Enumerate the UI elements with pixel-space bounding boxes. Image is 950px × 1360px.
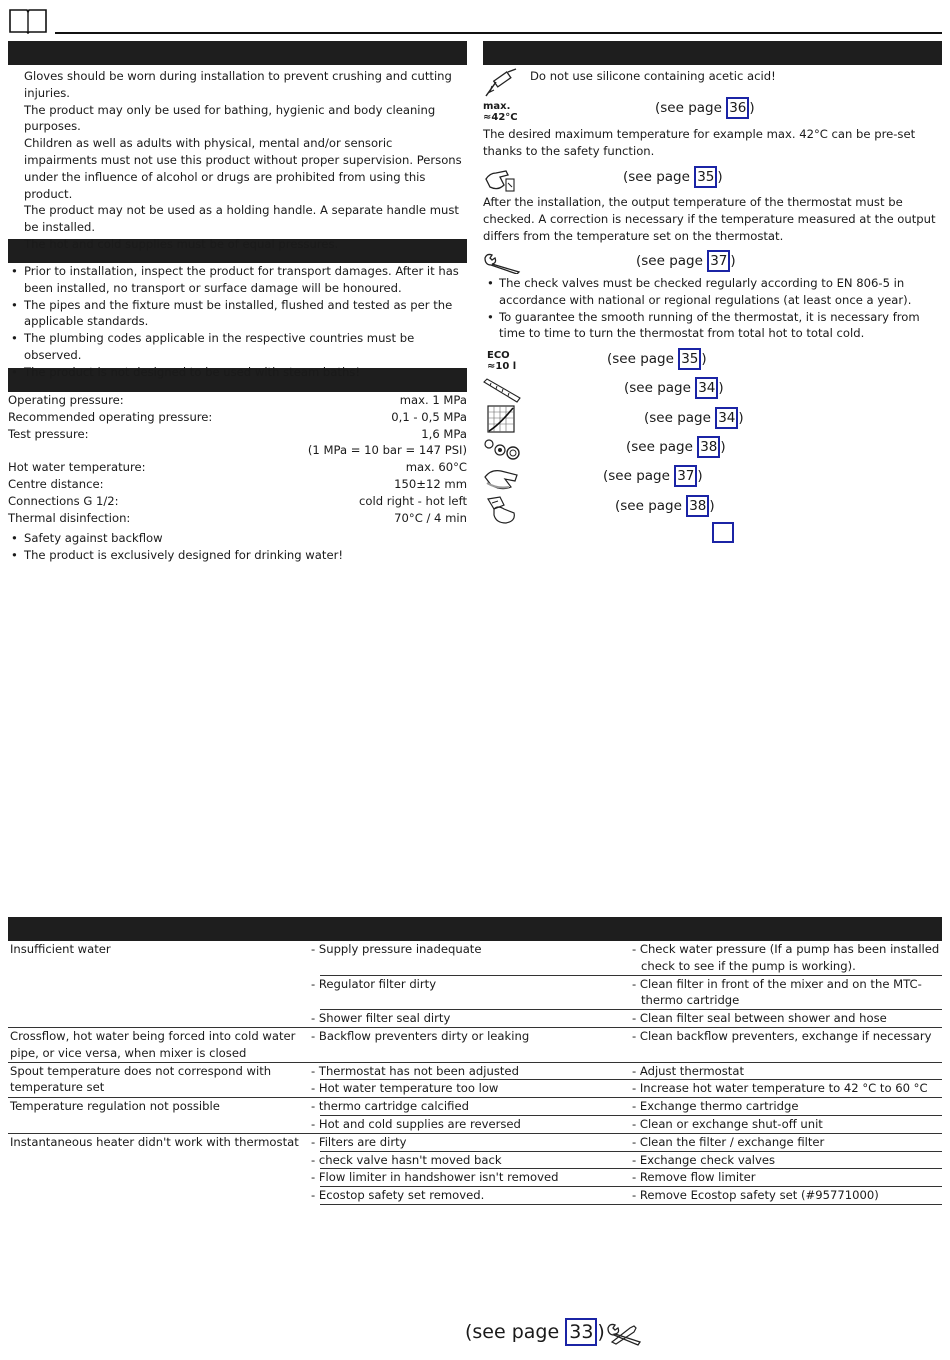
- see-page-text: (see page: [607, 351, 679, 367]
- hand-operation-icon: [484, 495, 518, 525]
- empty-page-link-box[interactable]: [712, 522, 734, 543]
- close-paren: ): [718, 380, 724, 396]
- trouble-row: [8, 1063, 942, 1099]
- close-paren: ): [701, 351, 707, 367]
- technical-data: [8, 392, 467, 526]
- close-paren: ): [717, 169, 723, 185]
- tech-label: Thermal disinfection:: [8, 510, 131, 525]
- remedy-cell: - Exchange check valves: [632, 1152, 776, 1167]
- cause-cell: - thermo cartridge calcified: [311, 1099, 469, 1114]
- remedy-cell: - Clean filter in front of the mixer and on the MTC-thermo cartridge: [632, 976, 922, 1008]
- max-temp-icon-line: ≈42°C: [483, 112, 518, 123]
- cause-remedy-row: [311, 1098, 942, 1116]
- safety-heading-bar: [8, 41, 467, 65]
- cause-remedy-row: [311, 1152, 942, 1170]
- safety-notes: [8, 68, 467, 253]
- tech-value: cold right - hot left: [359, 493, 467, 508]
- fault-cell: Instantaneous heater didn't work with thermostat: [10, 1134, 299, 1149]
- close-paren: ): [730, 253, 736, 269]
- installation-list: [8, 263, 467, 381]
- tech-label: Centre distance:: [8, 476, 104, 491]
- silicone-warning: Do not use silicone containing acetic acid!: [530, 69, 776, 83]
- page-link-35[interactable]: 35: [678, 348, 701, 370]
- remedy-cell: - Clean filter seal between shower and hose: [632, 1011, 887, 1026]
- wrench-screwdriver-icon: [606, 1322, 644, 1346]
- ref-flow: [644, 407, 744, 429]
- page-link-35[interactable]: 35: [694, 166, 717, 188]
- ref-max-temp: [655, 97, 755, 119]
- safety-line: The product may only be used for bathing, hygienic and body cleaning purposes.: [24, 102, 436, 134]
- cause-cell: - Supply pressure inadequate: [311, 942, 482, 956]
- troubleshooting-heading-bar: [8, 917, 942, 941]
- tech-row: [8, 459, 467, 476]
- tech-label: Test pressure:: [8, 426, 89, 441]
- remedy-cell: - Remove flow limiter: [632, 1170, 756, 1185]
- page-link-34[interactable]: 34: [715, 407, 738, 429]
- page-link-38[interactable]: 38: [697, 436, 720, 458]
- page-link-38[interactable]: 38: [686, 495, 709, 517]
- cause-cell: - Flow limiter in handshower isn't removed: [311, 1170, 559, 1185]
- cause-cell: - Thermostat has not been adjusted: [311, 1063, 519, 1078]
- cause-cell: - Hot water temperature too low: [311, 1081, 499, 1096]
- close-paren: ): [749, 100, 755, 116]
- ref-eco: [607, 348, 707, 370]
- close-paren: ): [709, 498, 715, 514]
- cause-remedy-row: [311, 1028, 942, 1045]
- remedy-cell: - Exchange thermo cartridge: [632, 1099, 799, 1114]
- cause-remedy-row: [311, 1169, 942, 1187]
- notes-heading-bar: [483, 41, 942, 65]
- page-link-34[interactable]: 34: [695, 377, 718, 399]
- silicone-gun-icon: [484, 68, 518, 98]
- ref-spare-parts: [626, 436, 726, 458]
- tech-label: Hot water temperature:: [8, 460, 146, 475]
- remedy-cell: - Adjust thermostat: [632, 1063, 745, 1078]
- tech-row: [8, 442, 467, 459]
- cause-cell: - Filters are dirty: [311, 1134, 407, 1149]
- page-link-37[interactable]: 37: [707, 250, 730, 272]
- see-page-text: (see page: [644, 410, 716, 426]
- cause-cell: - Hot and cold supplies are reversed: [311, 1116, 521, 1131]
- installation-item: • The product is not designed to be used with steam baths!: [8, 364, 467, 381]
- safety-line: The hot and cold supplies must be of equal pressures.: [24, 236, 339, 251]
- service-item: • The check valves must be checked regularly according to EN 806-5 in accordance with national or regional regulations (at least once a year).: [483, 275, 942, 309]
- trouble-row: [8, 941, 942, 1028]
- tech-value: 70°C / 4 min: [394, 510, 467, 525]
- page-link-37[interactable]: 37: [674, 465, 697, 487]
- cause-remedy-row: [311, 976, 942, 1011]
- close-paren: ): [738, 410, 744, 426]
- flow-diagram-icon: [487, 405, 515, 433]
- ruler-icon: [483, 378, 521, 404]
- footer-ref: [465, 1318, 605, 1346]
- technical-bullet: • The product is exclusively designed for drinking water!: [8, 547, 467, 564]
- ref-adjust: [623, 166, 723, 188]
- see-page-text: (see page: [465, 1321, 566, 1343]
- safety-line: The product may not be used as a holding handle. A separate handle must be installed.: [24, 203, 459, 235]
- fault-cell: Crossflow, hot water being forced into cold water pipe, or vice versa, when mixer is closed: [10, 1028, 296, 1060]
- spare-parts-icon: [483, 436, 521, 462]
- remedy-cell: - Check water pressure (If a pump has been installed check to see if the pump is working).: [632, 942, 940, 973]
- fault-cell: Temperature regulation not possible: [10, 1099, 220, 1114]
- see-page-text: (see page: [615, 498, 687, 514]
- cause-cell: - Backflow preventers dirty or leaking: [311, 1028, 530, 1043]
- max-temp-icon: [483, 101, 525, 123]
- safety-line: Gloves should be worn during installation to prevent crushing and cutting injuries.: [24, 69, 452, 100]
- eco-icon-line: ≈10 l: [487, 361, 517, 372]
- remedy-cell: - Clean or exchange shut-off unit: [632, 1116, 823, 1131]
- ref-cleaning: [603, 465, 703, 487]
- tech-row: [8, 426, 467, 443]
- service-list: [483, 275, 942, 342]
- cause-remedy-row: [311, 1134, 942, 1152]
- remedy-cell: - Increase hot water temperature to 42 °C to 60 °C: [632, 1081, 928, 1096]
- trouble-row: [8, 1134, 942, 1205]
- ref-operation: [615, 495, 715, 517]
- safety-line: Children as well as adults with physical, mental and/or sensoric impairments must not use this product without proper supervision. Persons under the influence of alcohol or drugs are prohibited from using this product.: [24, 136, 462, 201]
- see-page-text: (see page: [624, 380, 696, 396]
- tech-value: 150±12 mm: [394, 476, 467, 491]
- remedy-cell: - Clean the filter / exchange filter: [632, 1134, 825, 1149]
- remedy-cell: - Remove Ecostop safety set (#95771000): [632, 1188, 879, 1203]
- tech-label: Operating pressure:: [8, 393, 124, 407]
- technical-bullet: • Safety against backflow: [8, 530, 467, 547]
- cause-cell: - check valve hasn't moved back: [311, 1152, 502, 1167]
- see-page-text: (see page: [655, 100, 727, 116]
- see-page-text: (see page: [623, 169, 695, 185]
- close-paren: ): [697, 468, 703, 484]
- cause-remedy-row: [311, 1010, 942, 1027]
- eco-icon: [487, 350, 527, 372]
- hand-thermometer-icon: [484, 165, 518, 193]
- tech-row: [8, 493, 467, 510]
- tech-label: Connections G 1/2:: [8, 493, 119, 508]
- cause-cell: - Regulator filter dirty: [311, 976, 437, 991]
- page-link-36[interactable]: 36: [726, 97, 749, 119]
- cause-remedy-row: [311, 941, 942, 976]
- fault-cell: Spout temperature does not correspond with temperature set: [10, 1063, 272, 1095]
- adjust-text: After the installation, the output temperature of the thermostat must be checked. A correction is necessary if the temperature measured at the output differs from the temperature set on the thermostat.: [483, 195, 936, 243]
- installation-item: • The plumbing codes applicable in the respective countries must be observed.: [8, 330, 467, 364]
- tech-value: max. 60°C: [405, 460, 467, 475]
- fault-cell: Insufficient water: [10, 942, 111, 956]
- installation-item: • Prior to installation, inspect the product for transport damages. After it has been installed, no transport or surface damage will be honoured.: [8, 263, 467, 297]
- eco-icon-line: ECO: [487, 350, 510, 361]
- cause-cell: - Shower filter seal dirty: [311, 1011, 451, 1026]
- cause-remedy-row: [311, 1187, 942, 1205]
- troubleshooting-table: [8, 941, 942, 1205]
- close-paren: ): [720, 439, 726, 455]
- trouble-row: [8, 1098, 942, 1134]
- service-item: • To guarantee the smooth running of the thermostat, it is necessary from time to time to turn the thermostat from total hot to total cold.: [483, 309, 942, 343]
- close-paren: ): [597, 1321, 605, 1343]
- cause-remedy-row: [311, 1116, 942, 1133]
- cause-remedy-row: [311, 1080, 942, 1097]
- cause-cell: - Ecostop safety set removed.: [311, 1188, 485, 1203]
- header-rule: [55, 32, 942, 34]
- wrench-icon: [483, 252, 523, 274]
- remedy-cell: - Clean backflow preventers, exchange if necessary: [632, 1028, 932, 1043]
- installation-item: • The pipes and the fixture must be installed, flushed and tested as per the applicable standards.: [8, 297, 467, 331]
- manual-book-icon: [9, 8, 47, 34]
- ref-dimensions: [624, 377, 724, 399]
- tech-value: (1 MPa = 10 bar = 147 PSI): [307, 443, 467, 458]
- see-page-text: (see page: [626, 439, 698, 455]
- page-link-33[interactable]: 33: [565, 1318, 597, 1346]
- technical-bullets: [8, 530, 467, 564]
- tech-row: [8, 476, 467, 493]
- see-page-text: (see page: [603, 468, 675, 484]
- tech-value: 0,1 - 0,5 MPa: [391, 409, 467, 424]
- tech-row: [8, 392, 467, 409]
- tech-value: max. 1 MPa: [399, 393, 467, 407]
- see-page-text: (see page: [636, 253, 708, 269]
- cleaning-hand-icon: [483, 465, 521, 491]
- max-temp-text: The desired maximum temperature for example max. 42°C can be pre-set thanks to the safety function.: [483, 127, 916, 158]
- trouble-row: [8, 1028, 942, 1063]
- max-temp-icon-line: max.: [483, 101, 511, 112]
- tech-value: 1,6 MPa: [421, 426, 467, 441]
- tech-label: Recommended operating pressure:: [8, 409, 213, 424]
- ref-service: [636, 250, 736, 272]
- cause-remedy-row: [311, 1063, 942, 1081]
- tech-row: [8, 510, 467, 527]
- tech-row: [8, 409, 467, 426]
